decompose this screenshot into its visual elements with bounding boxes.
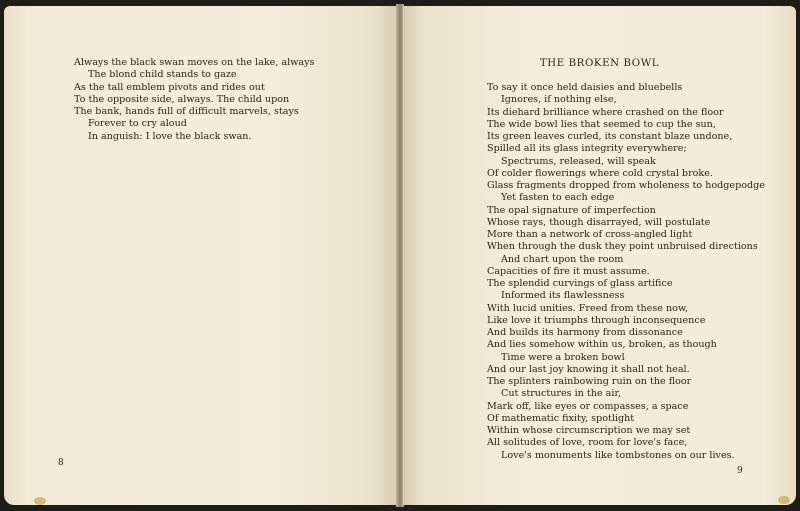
page-number-right: 9	[737, 466, 743, 476]
poem-line: To the opposite side, always. The child upon	[74, 93, 290, 105]
poem-line: Informed its flawlessness	[501, 290, 625, 302]
poem-line: The blond child stands to gaze	[88, 69, 237, 81]
poem-line: More than a network of cross-angled light	[487, 229, 693, 241]
poem-line: Its diehard brilliance where crashed on the floor	[487, 106, 724, 118]
poem-line: Glass fragments dropped from wholeness to hodgepodge	[487, 180, 765, 191]
poem-line: In anguish: I love the black swan.	[88, 130, 252, 142]
poem-line: Like love it triumphs through inconsequence	[487, 314, 706, 326]
poem-line: The bank, hands full of difficult marvels, stays	[74, 106, 299, 118]
poem-stanza	[487, 82, 732, 180]
poem-stanza	[487, 278, 717, 376]
poem-line: And chart upon the room	[501, 253, 624, 265]
poem-line: And our last joy knowing it shall not heal.	[487, 364, 690, 376]
poem-stanza	[487, 376, 735, 462]
poem-line: Within whose circumscription we may set	[487, 425, 691, 437]
poem-line: Always the black swan moves on the lake, always	[74, 57, 315, 68]
left-poem-stanza	[74, 57, 314, 143]
poem-line: All solitudes of love, room for love's face,	[487, 437, 688, 449]
left-page	[4, 6, 397, 505]
poem-line: Of colder flowerings where cold crystal broke.	[487, 168, 713, 180]
poem-line: To say it once held daisies and bluebells	[487, 82, 683, 93]
page-number-left: 8	[58, 458, 64, 468]
poem-line: Whose rays, though disarrayed, will postulate	[487, 216, 711, 228]
poem-line: Cut structures in the air,	[501, 388, 622, 400]
poem-line: When through the dusk they point unbruised directions	[487, 241, 758, 253]
poem-line: The wide bowl lies that seemed to cup the sun,	[487, 118, 716, 130]
poem-line: Its green leaves curled, its constant blaze undone,	[487, 131, 733, 143]
poem-line: Love's monuments like tombstones on our lives.	[501, 449, 735, 461]
poem-line: Yet fasten to each edge	[501, 192, 615, 204]
poem-line: Spilled all its glass integrity everywhere;	[487, 143, 687, 155]
poem-line: Time were a broken bowl	[501, 351, 625, 363]
poem-line: Forever to cry aloud	[88, 118, 187, 130]
poem-line: With lucid unities. Freed from these now,	[487, 302, 689, 314]
poem-line: Capacities of fire it must assume.	[487, 266, 650, 278]
poem-line: The opal signature of imperfection	[487, 204, 656, 216]
poem-line: Spectrums, released, will speak	[501, 155, 656, 167]
poem-line: As the tall emblem pivots and rides out	[74, 81, 265, 93]
poem-line: Of mathematic fixity, spotlight	[487, 412, 635, 424]
right-page	[403, 6, 796, 505]
poem-line: The splendid curvings of glass artifice	[487, 278, 673, 289]
poem-line: And builds its harmony from dissonance	[487, 327, 683, 339]
poem-title: THE BROKEN BOWL	[539, 58, 660, 69]
page-stain-mark	[778, 496, 790, 504]
poem-line: And lies somehow within us, broken, as though	[487, 339, 717, 351]
page-stain-mark	[34, 497, 46, 505]
poem-line: The splinters rainbowing ruin on the floor	[487, 376, 692, 387]
poem-line: Mark off, like eyes or compasses, a space	[487, 400, 689, 412]
poem-stanza	[487, 180, 765, 278]
poem-line: Ignores, if nothing else,	[501, 94, 617, 106]
